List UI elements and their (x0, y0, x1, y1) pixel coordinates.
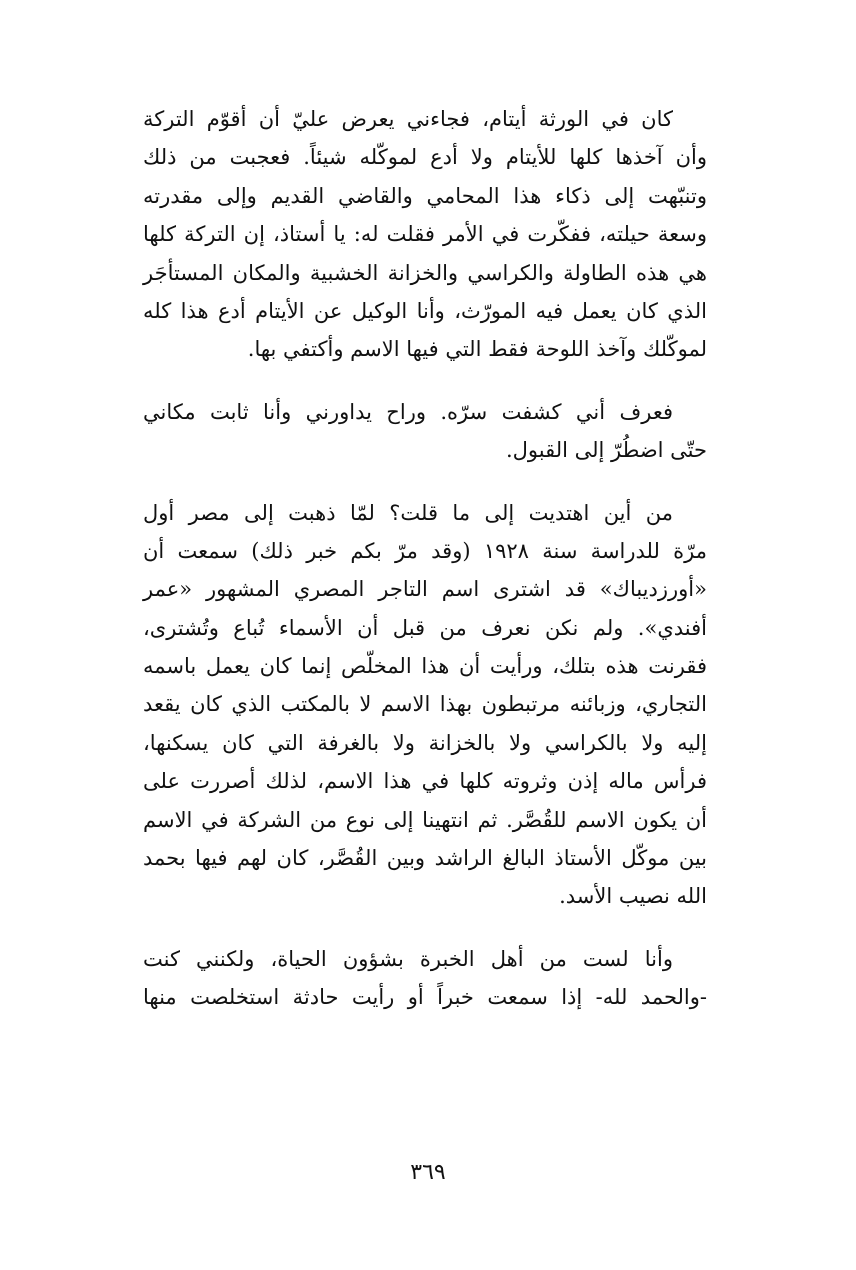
text-line: وأن آخذها كلها للأيتام ولا أدع لموكّله شيئاً. فعجبت من ذلك (143, 145, 707, 170)
text-line: لموكّلك وآخذ اللوحة فقط التي فيها الاسم وأكتفي بها. (247, 337, 707, 362)
book-page-text (143, 100, 707, 1041)
text-line: -والحمد لله- إذا سمعت خبراً أو رأيت حادثة استخلصت منها (143, 985, 707, 1010)
text-line: هي هذه الطاولة والكراسي والخزانة الخشبية والمكان المستأجَر (143, 260, 707, 285)
text-line: أفندي». ولم نكن نعرف من قبل أن الأسماء تُباع وتُشترى، (143, 615, 707, 640)
text-line: الله نصيب الأسد. (559, 884, 707, 909)
text-line: إليه ولا بالكراسي ولا بالخزانة ولا بالغرفة التي كان يسكنها، (143, 730, 707, 755)
paragraph-1 (143, 100, 707, 369)
paragraph-4 (143, 940, 707, 1017)
text-line: من أين اهتديت إلى ما قلت؟ لمّا ذهبت إلى مصر أول (143, 500, 673, 525)
text-line: فرأس ماله إذن وثروته كلها في هذا الاسم، لذلك أصررت على (143, 769, 707, 794)
text-line: التجاري، وزبائنه مرتبطون بهذا الاسم لا بالمكتب الذي كان يقعد (143, 692, 707, 717)
text-line: بين موكّل الأستاذ البالغ الراشد وبين القُصَّر، كان لهم فيها بحمد (143, 846, 707, 871)
text-line: أن يكون الاسم للقُصَّر. ثم انتهينا إلى نوع من الشركة في الاسم (143, 807, 707, 832)
text-line: حتّى اضطُرّ إلى القبول. (505, 438, 707, 463)
text-line: وتنبّهت إلى ذكاء هذا المحامي والقاضي القديم وإلى مقدرته (143, 183, 707, 208)
text-line: فقرنت هذه بتلك، ورأيت أن هذا المخلّص إنما كان يعمل باسمه (143, 654, 707, 679)
text-line: وسعة حيلته، ففكّرت في الأمر فقلت له: يا أستاذ، إن التركة كلها (143, 222, 707, 247)
text-line: «أورزديباك» قد اشترى اسم التاجر المصري المشهور «عمر (143, 577, 707, 602)
paragraph-3 (143, 494, 707, 916)
text-line: الذي كان يعمل فيه المورّث، وأنا الوكيل عن الأيتام أدع هذا كله (143, 298, 707, 323)
text-line: وأنا لست من أهل الخبرة بشؤون الحياة، ولكنني كنت (143, 946, 673, 971)
page-number: ٣٦٩ (410, 1160, 446, 1185)
paragraph-2 (143, 393, 707, 470)
text-line: مرّة للدراسة سنة ١٩٢٨ (وقد مرّ بكم خبر ذلك) سمعت أن (143, 538, 707, 563)
text-line: فعرف أني كشفت سرّه. وراح يداورني وأنا ثابت مكاني (143, 399, 673, 424)
text-line: كان في الورثة أيتام، فجاءني يعرض عليّ أن أقوّم التركة (143, 107, 673, 131)
